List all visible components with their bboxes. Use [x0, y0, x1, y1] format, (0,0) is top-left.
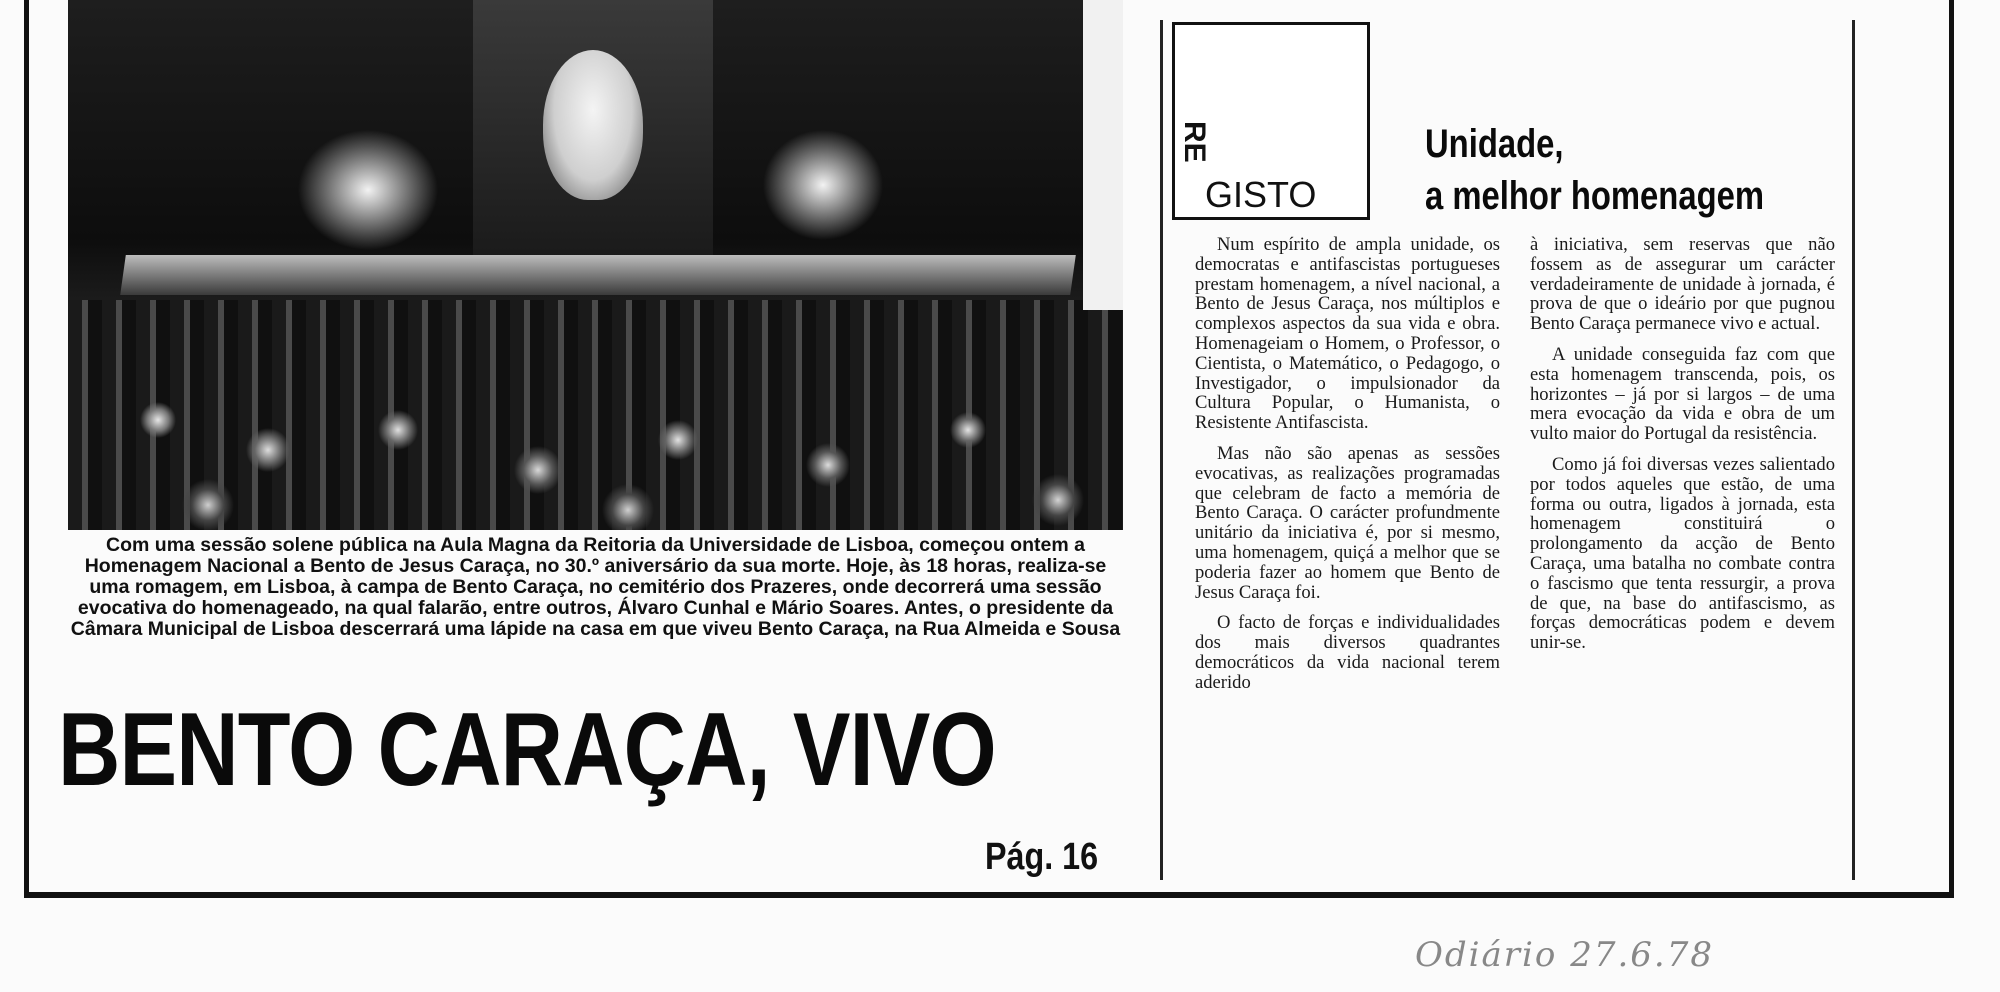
article-title: [1425, 118, 1764, 222]
article-column-1: [1195, 235, 1500, 704]
photo-caption: Com uma sessão solene pública na Aula Magna da Reitoria da Universidade de Lisboa, começou ontem a Homenagem Nacional a Bento de Jesus Caraça, no 30.º aniversário da sua morte. Hoje, às 18 horas, realiza-se uma romagem, em Lisboa, à campa de Bento Caraça, no cemitério dos Prazeres, onde decorrerá uma sessão evocativa do homenageado, na qual falarão, entre outros, Álvaro Cunhal e Mário Soares. Antes, o presidente da Câmara Municipal de Lisboa descerrará uma lápide na casa em que viveu Bento Caraça, na Rua Almeida e Sousa: [70, 534, 1121, 640]
event-photo: [68, 0, 1123, 530]
headline: BENTO CARAÇA, VIVO: [58, 692, 996, 808]
photo-edge: [1083, 0, 1123, 310]
article-column-2: [1530, 235, 1835, 664]
audience: [68, 300, 1123, 530]
portrait-face: [543, 50, 643, 200]
paragraph: O facto de forças e individualidades dos mais diversos quadrantes democráticos da vida nacional terem aderido: [1195, 612, 1500, 693]
article-title-line2: a melhor homenagem: [1425, 174, 1765, 218]
right-rule: [1852, 20, 1855, 880]
stage: [120, 255, 1076, 295]
portrait-banner: [473, 0, 713, 260]
paragraph: A unidade conseguida faz com que esta homenagem transcenda, pois, os horizontes – já por si largos – de uma mera evocação da vida e obra de um vulto maior do Portugal da resistência.: [1530, 343, 1835, 445]
registo-logo: [1172, 22, 1370, 220]
handwritten-annotation: Odiário 27.6.78: [1415, 935, 1714, 975]
article-title-line1: Unidade,: [1425, 122, 1564, 166]
paragraph: Mas não são apenas as sessões evocativas, as realizações programadas que celebram de facto a memória de Bento Caraça. O carácter profundmente unitário da iniciativa é, por si mesmo, uma homenagem, quiçá a melhor que se poderia fazer ao homem que Bento de Jesus Caraça foi.: [1195, 442, 1500, 603]
page-reference: Pág. 16: [985, 836, 1099, 878]
paragraph: Num espírito de ampla unidade, os democratas e antifascistas portugueses prestam homenagem, a nível nacional, a Bento de Jesus Caraça, nos múltiplos e complexos aspectos da sua vida e obra. Homenageiam o Homem, o Professor, o Cientista, o Matemático, o Pedagogo, o Investigador, o impulsionador da Cultura Popular, o Humanista, o Resistente Antifascista.: [1195, 234, 1500, 434]
registo-gisto: GISTO: [1205, 174, 1317, 215]
column-divider: [1160, 20, 1163, 880]
paragraph: à iniciativa, sem reservas que não fossem as de assegurar um carácter verdadeiramente de unidade à jornada, é prova de que o ideário por que pugnou Bento Caraça permanece vivo e actual.: [1530, 234, 1835, 335]
paragraph: Como já foi diversas vezes salientado por todos aqueles que estão, de uma forma ou outra, ligados à jornada, esta homenagem constituirá o prolongamento da acção de Bento Caraça, uma batalha no combate contra o fascismo que tenta ressurgir, a prova de que, na base do antifascismo, as forças democráticas podem e devem unir-se.: [1530, 453, 1835, 654]
registo-re: RE: [1178, 121, 1211, 163]
